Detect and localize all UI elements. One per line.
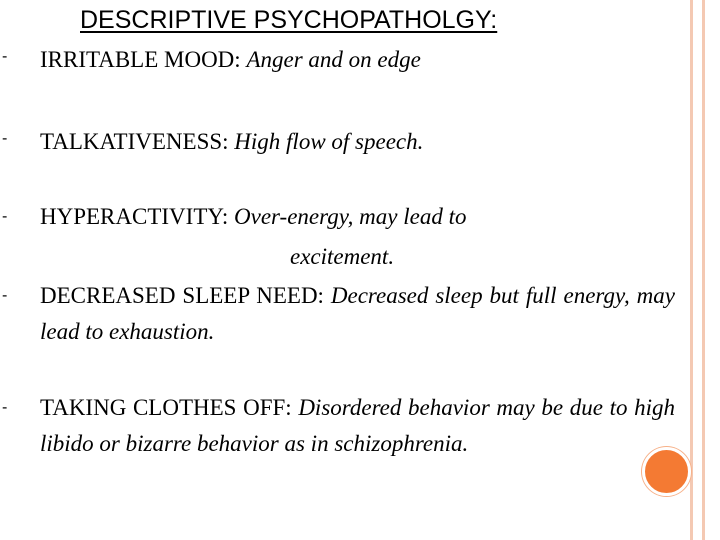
item-term: TAKING CLOTHES OFF: (40, 395, 299, 420)
bullet-dash: - (2, 287, 8, 304)
item-term: TALKATIVENESS: (40, 129, 235, 154)
list-item-irritable-mood (40, 42, 675, 78)
bullet-dash: - (2, 48, 8, 65)
item-description: High flow of speech. (234, 129, 424, 154)
item-description-continued: excitement. (290, 244, 395, 269)
item-term: IRRITABLE MOOD: (40, 47, 247, 72)
bullet-dash: - (2, 399, 8, 416)
item-term: DECREASED SLEEP NEED: (40, 283, 331, 308)
list-item-hyperactivity (40, 199, 675, 235)
item-description: Anger and on edge (246, 47, 421, 72)
list-item-talkativeness (40, 124, 675, 160)
decorative-rule-right (702, 0, 705, 540)
item-term: HYPERACTIVITY: (40, 204, 235, 229)
list-item-decreased-sleep-need (40, 278, 675, 350)
list-item-hyperactivity-continued (290, 239, 590, 275)
decorative-rule-left (690, 0, 693, 540)
item-description: Decreased sleep but full energy, may lead to exhaustion. (40, 283, 675, 344)
bullet-dash: - (2, 130, 8, 147)
bullet-dash: - (2, 208, 8, 225)
item-description: Disordered behavior may be due to high libido or bizarre behavior as in schizophrenia. (40, 395, 675, 456)
list-item-taking-clothes-off (40, 390, 675, 462)
item-description: Over-energy, may lead to (234, 204, 467, 229)
slide-title: DESCRIPTIVE PSYCHOPATHOLGY: (80, 6, 498, 34)
